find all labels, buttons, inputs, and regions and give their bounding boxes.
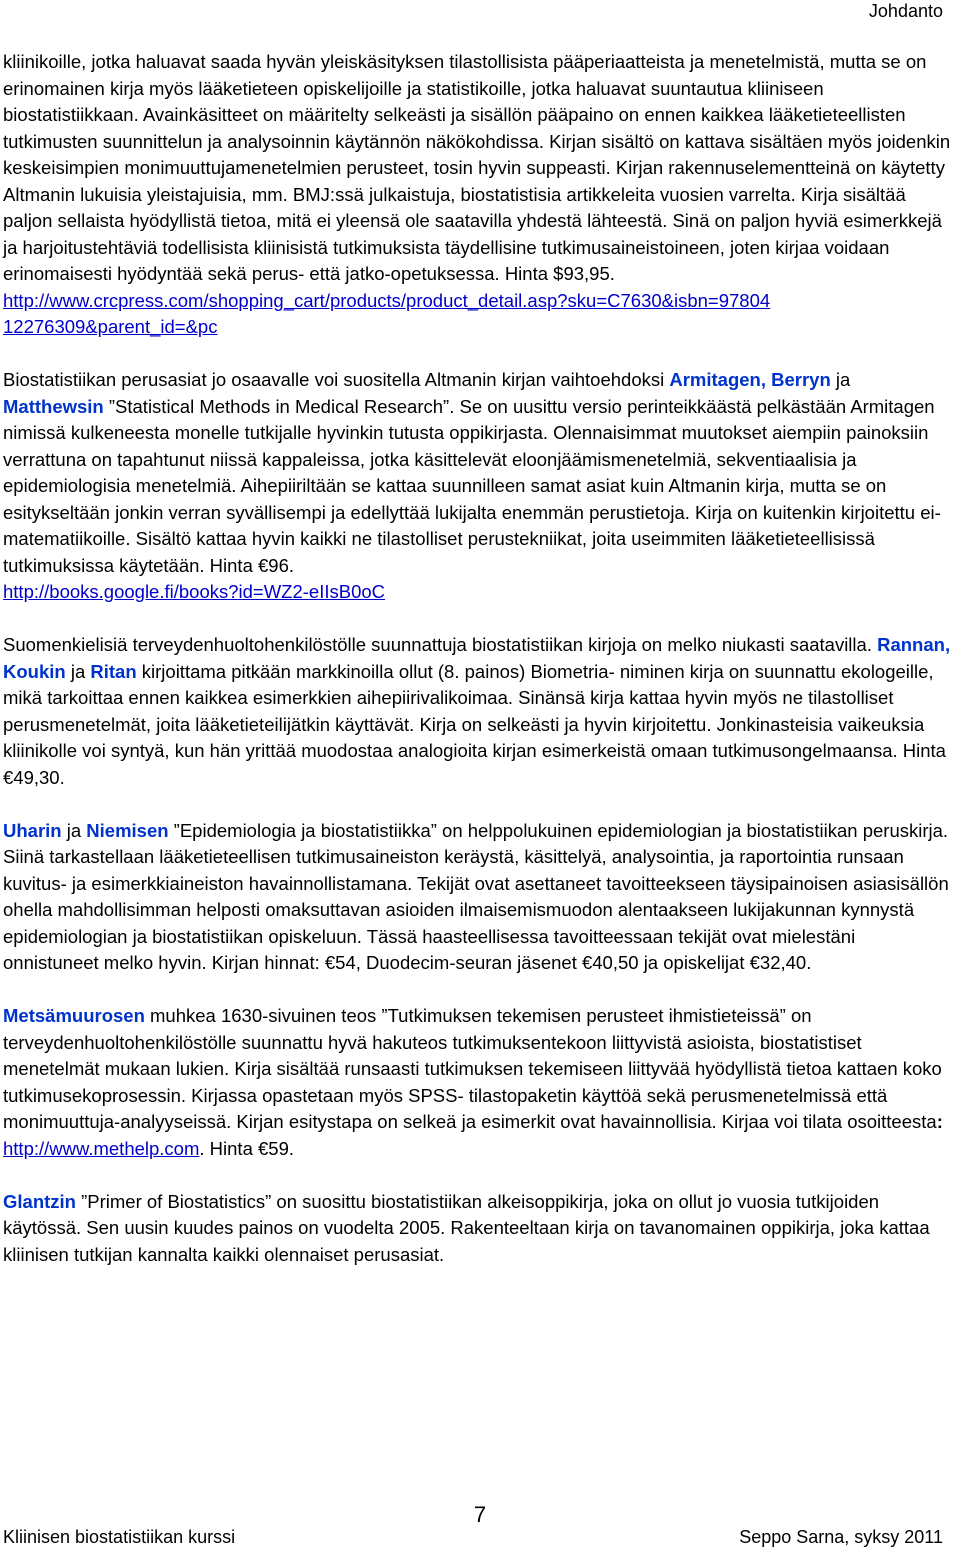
methelp-link[interactable]: http://www.methelp.com — [3, 1137, 200, 1159]
paragraph-text: ”Statistical Methods in Medical Research”. Se on uusittu versio perinteikkäästä pelkästään Armitagen nimissä kulkeneesta monelle tutkijalle hyvinkin tutusta oppikirjasta. Olennaisimmat muutokset aiempiin painoksiin verrattuna on tapahtunut niissä kappaleissa, jotka käsittelevät eloonjäämismenetelmiä, sekventiaalisia ja epidemiologisia menetelmiä. Aihepiiriltään se kattaa suunnilleen samat asiat kuin Altmanin kirja, mutta se on esitykseltään jonkin verran syvällisempi ja edellyttää lukijalta enemmän perustietoja. Kirja on kuitenkin kirjoitettu ei-matematiikoille. Sisältö kattaa hyvin kaikki ne tilastolliset perustekniikat, joita useimmiten lääketieteellisissä tutkimuksissa käytetään. Hinta €96. — [3, 395, 941, 576]
paragraph-uhari — [3, 818, 955, 977]
paragraph-text: . Hinta €59. — [199, 1137, 295, 1159]
paragraph-text: ja — [61, 819, 87, 841]
author-metsamuuronen: Metsämuurosen — [3, 1005, 145, 1026]
paragraph-text: muhkea 1630-sivuinen teos ”Tutkimuksen tekemisen perusteet ihmistieteissä” on terveydenhuoltohenkilöstölle suunnattu hyvä hakuteos tutkimuksentekoon liittyvistä asioista, biostatistiset menetelmät mukaan lukien. Kirja sisältää runsaasti tutkimuksen tekemiseen liittyvää hyödyllistä tietoa kattaen koko tutkimusekoprosessin. Kirjassa opastetaan myös SPSS- tilastopaketin käyttöä sekä perusmenetelmissä että monimuuttuja-analyyseissä. Kirjan esitystapa on selkeä ja esimerkit ovat havainnollisia. Kirjaa voi tilata osoitteesta — [3, 1005, 942, 1132]
paragraph-text: ”Epidemiologia ja biostatistiikka” on helppolukuinen epidemiologian ja biostatistiikan peruskirja. Siinä tarkastellaan lääketieteellisen tutkimusaineiston keräystä, käsittelyä, analysointia, ja raportointia runsaan kuvitus- ja esimerkkiaineiston havainnollistamana. Tekijät ovat asettaneet tavoitteekseen täysipainoisen asiasisällön ohella mahdollisimman helposti omaksuttavan asioiden ilmaisemismuodon alentaakseen lukijakunnan kynnystä epidemiologian ja biostatistiikan opiskeluun. Tässä haasteellisessa tavoitteessaan tekijät ovat mielestäni onnistuneet melko hyvin. Kirjan hinnat: €54, Duodecim-seuran jäsenet €40,50 ja opiskelijat €32,40. — [3, 819, 949, 973]
author-armitage-berry: Armitagen, Berryn — [669, 369, 831, 390]
paragraph-glantz — [3, 1189, 955, 1269]
paragraph-metsamuuronen — [3, 1003, 955, 1162]
paragraph-text: ja — [830, 369, 851, 390]
paragraph-text: kliinikoille, jotka haluavat saada hyvän yleiskäsityksen tilastollisista pääperiaatteista ja menetelmistä, mutta se on erinomainen kirja myös lääketieteen opiskelijoille ja statistikoille, jotka haluavat suuntautua kliiniseen biostatistiikkaan. Avainkäsitteet on määritelty selkeästi ja sisällön pääpaino on ennen kaikkea lääketieteellisten tutkimusten suunnittelun ja analysoinnin käytännön näkökohdissa. Kirjan sisältö on kattava sisältäen myös joidenkin keskeisimpien monimuuttujamenetelmien perusteet, tosin hyvin suppeasti. Kirjan rakennuselementteinä on käytetty Altmanin lukuisia yleistajuisia, mm. BMJ:ssä julkaistuja, biostatistisia artikkeleita vuosien varrelta. Kirja sisältää paljon sellaista hyödyllistä tietoa, mitä ei yleensä ole saatavilla yhdestä lähteestä. Sinä on paljon hyviä esimerkkejä ja harjoitustehtäviä todellisista kliinisistä tutkimuksista täydellisine tutkimusaineistoineen, joten kirjaa voidaan erinomaisesti hyödyntää sekä perus- että jatko-opetuksessa. Hinta $93,95. — [3, 51, 951, 284]
google-books-link[interactable]: http://books.google.fi/books?id=WZ2-eIIsB0oC — [3, 581, 386, 602]
author-matthews: Matthewsin — [3, 395, 104, 417]
paragraph-text: ja — [65, 660, 91, 682]
paragraph-text: Suomenkielisiä terveydenhuoltohenkilöstölle suunnattuja biostatistiikan kirjoja on melko niukasti saatavilla. — [3, 634, 878, 655]
author-uhari: Uharin — [3, 819, 62, 841]
author-ranta-koukki: Rannan, Koukin — [3, 634, 951, 682]
running-header: Johdanto — [868, 1, 943, 21]
paragraph-armitage — [3, 367, 955, 606]
document-body — [3, 49, 955, 1268]
paragraph-text: Biostatistiikan perusasiat jo osaavalle voi suositella Altmanin kirjan vaihtoehdoksi — [3, 369, 670, 390]
crcpress-link-continued[interactable]: 12276309&parent_id=&pc — [3, 316, 218, 337]
author-glantz: Glantzin — [3, 1190, 76, 1212]
paragraph-text: kirjoittama pitkään markkinoilla ollut (8. painos) Biometria- niminen kirja on suunnattu ekologeille, mikä tarkoittaa ennen kaikkea esimerkkien aihepiirivalikoimaa. Sinänsä kirja kattaa hyvin myös ne tilastolliset perusmenetelmät, joita lääketieteilijätkin käyttävät. Kirja on selkeästi ja hyvin kirjoitettu. Jonkinasteisia vaikeuksia kliinikolle voi syntyä, kun hän yrittää muodostaa analogioita kirjan esimerkeistä omaan tutkimusongelmaansa. Hinta €49,30. — [3, 660, 946, 788]
paragraph-altman — [3, 49, 955, 341]
paragraph-text: ”Primer of Biostatistics” on suosittu biostatistiikan alkeisoppikirja, joka on ollut jo vuosia tutkijoiden käytössä. Sen uusin kuudes painos on vuodelta 2005. Rakenteeltaan kirja on tavanomainen oppikirja, joka kattaa kliinisen tutkijan kannalta kaikki olennaiset perusasiat. — [3, 1190, 930, 1265]
crcpress-link[interactable]: http://www.crcpress.com/shopping_cart/products/product_detail.asp?sku=C7630&isbn=97804 — [3, 289, 771, 311]
footer-course-title: Kliinisen biostatistiikan kurssi — [3, 1527, 236, 1547]
colon: : — [936, 1111, 943, 1132]
page-number: 7 — [473, 1502, 487, 1527]
author-nieminen: Niemisen — [86, 819, 169, 841]
author-rita: Ritan — [90, 660, 137, 682]
footer-author: Seppo Sarna, syksy 2011 — [739, 1527, 943, 1547]
paragraph-ranta — [3, 632, 955, 791]
